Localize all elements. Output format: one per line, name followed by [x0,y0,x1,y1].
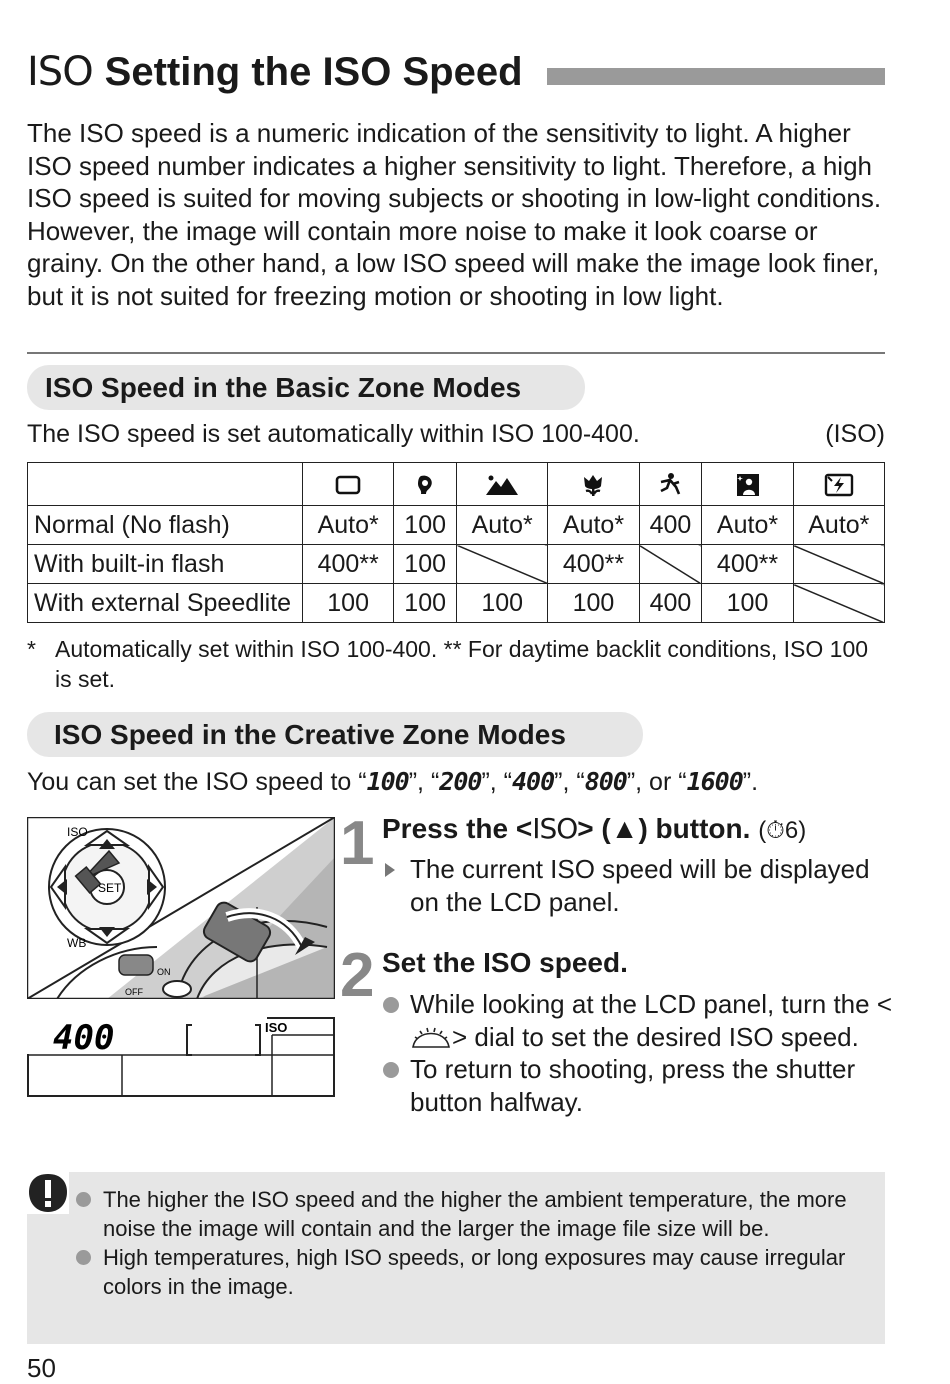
page-title [27,44,523,100]
caution-item: High temperatures, high ISO speeds, or long exposures may cause irregular colors in the image. [103,1245,846,1299]
bullet-dot-icon [76,1192,91,1207]
separator: ”, “ [554,768,585,796]
table-cell: 400 [639,506,702,545]
footnote-star: * [27,636,36,662]
not-available-cell [457,545,548,584]
table-row [28,545,885,584]
footnote-text: Automatically set within ISO 100-400. ** For daytime backlit conditions, ISO 100 is set. [55,636,869,692]
step-1-bullet: The current ISO speed will be displayed on the LCD panel. [410,854,870,917]
iso-symbol: ISO [27,49,93,95]
step-2-title: Set the ISO speed. [382,947,628,978]
lcd-panel-illustration [27,1017,335,1097]
basic-zone-text: The ISO speed is set automatically within ISO 100-400. [27,420,640,448]
row-label: With external Speedlite [28,584,303,623]
list-item [75,1185,875,1243]
not-available-cell [639,545,702,584]
list-item [75,1243,875,1301]
landscape-icon [457,463,548,506]
lcd-iso-label: ISO [265,1020,288,1035]
list-item [382,988,892,1053]
separator: ”, “ [408,768,440,796]
bullet-dot-icon [76,1250,91,1265]
table-cell: 400** [303,545,394,584]
list-item [382,1053,892,1118]
off-label: OFF [125,987,143,997]
iso-value: 400 [511,767,555,796]
lcd-iso-value: 400 [53,1018,115,1058]
table-cell: Auto* [303,506,394,545]
iso-value: 100 [366,767,409,796]
creative-prefix: You can set the ISO speed to “ [27,768,367,796]
caution-icon [27,1172,69,1214]
full-auto-icon [303,463,394,506]
step-1-title [382,812,806,845]
not-available-cell [793,584,884,623]
iso-key-label: ISO [67,825,88,839]
table-cell: 100 [394,506,457,545]
table-cell: 100 [394,545,457,584]
caution-list [75,1185,875,1301]
camera-button-illustration [27,817,335,999]
page-number: 50 [27,1353,56,1383]
on-label: ON [157,967,171,977]
table-cell: 100 [702,584,793,623]
step-2-bullet-2: To return to shooting, press the shutter button halfway. [410,1054,856,1117]
night-portrait-icon [702,463,793,506]
table-cell: 100 [394,584,457,623]
caution-item: The higher the ISO speed and the higher the ambient temperature, the more noise the image will contain and the larger the image file size will be. [103,1187,847,1241]
close-up-icon [548,463,639,506]
basic-zone-line [27,420,885,449]
step-2-body [382,988,892,1118]
table-corner [28,463,303,506]
not-available-cell [793,545,884,584]
main-dial-icon [410,1025,452,1049]
row-label: Normal (No flash) [28,506,303,545]
flash-off-icon [793,463,884,506]
table-header-row [28,463,885,506]
iso-value: 200 [439,767,482,796]
iso-basic-table [27,462,885,623]
iso-button-symbol: ISO [532,812,578,845]
iso-value: 1600 [686,767,743,796]
step-1-title-a: Press the < [382,813,533,844]
table-cell: 100 [548,584,639,623]
table-cell: 100 [457,584,548,623]
separator: ”, “ [481,768,512,796]
step-2-bullet-1b: > dial to set the desired ISO speed. [452,1021,859,1052]
bullet-dot-icon [383,997,399,1013]
row-label: With built-in flash [28,545,303,584]
table-cell: Auto* [548,506,639,545]
step-2-number: 2 [340,941,375,1010]
triangle-bullet-icon [385,863,395,877]
set-label: SET [98,881,122,895]
creative-zone-line [27,767,885,797]
creative-zone-heading: ISO Speed in the Creative Zone Modes [27,712,643,757]
table-cell: 400** [548,545,639,584]
footnote [27,634,877,694]
bullet-dot-icon [383,1062,399,1078]
intro-paragraph: The ISO speed is a numeric indication of the sensitivity to light. A higher ISO speed number indicates a higher sensitivity to light. Therefore, a high ISO speed is suited for moving subjects or shooting in low-light conditions. However, the image will contain more noise to make it look coarse or grainy. On the other hand, a low ISO speed will make the image look finer, but it is not suited for freezing motion or shooting in low light. [27,118,882,311]
table-row [28,584,885,623]
iso-unit: (ISO) [825,420,885,448]
portrait-icon [394,463,457,506]
sports-icon [639,463,702,506]
wb-key-label: WB [67,936,87,950]
step-1-body [382,853,892,918]
title-bar-decoration [547,68,885,85]
step-1-title-b: > (▲) button. [577,813,751,844]
step-1-number: 1 [340,809,375,878]
title-text: Setting the ISO Speed [104,49,523,94]
basic-zone-heading: ISO Speed in the Basic Zone Modes [27,365,585,410]
table-cell: 100 [303,584,394,623]
step-2-bullet-1a: While looking at the LCD panel, turn the < [410,989,893,1019]
table-cell: 400** [702,545,793,584]
table-cell: Auto* [702,506,793,545]
list-item [382,853,892,918]
separator: ”, or “ [626,768,687,796]
table-cell: 400 [639,584,702,623]
page-reference: (⏱6) [758,817,807,844]
separator: ”. [742,768,759,796]
table-cell: Auto* [457,506,548,545]
table-row [28,506,885,545]
divider [27,352,885,354]
iso-value: 800 [584,767,627,796]
table-cell: Auto* [793,506,884,545]
